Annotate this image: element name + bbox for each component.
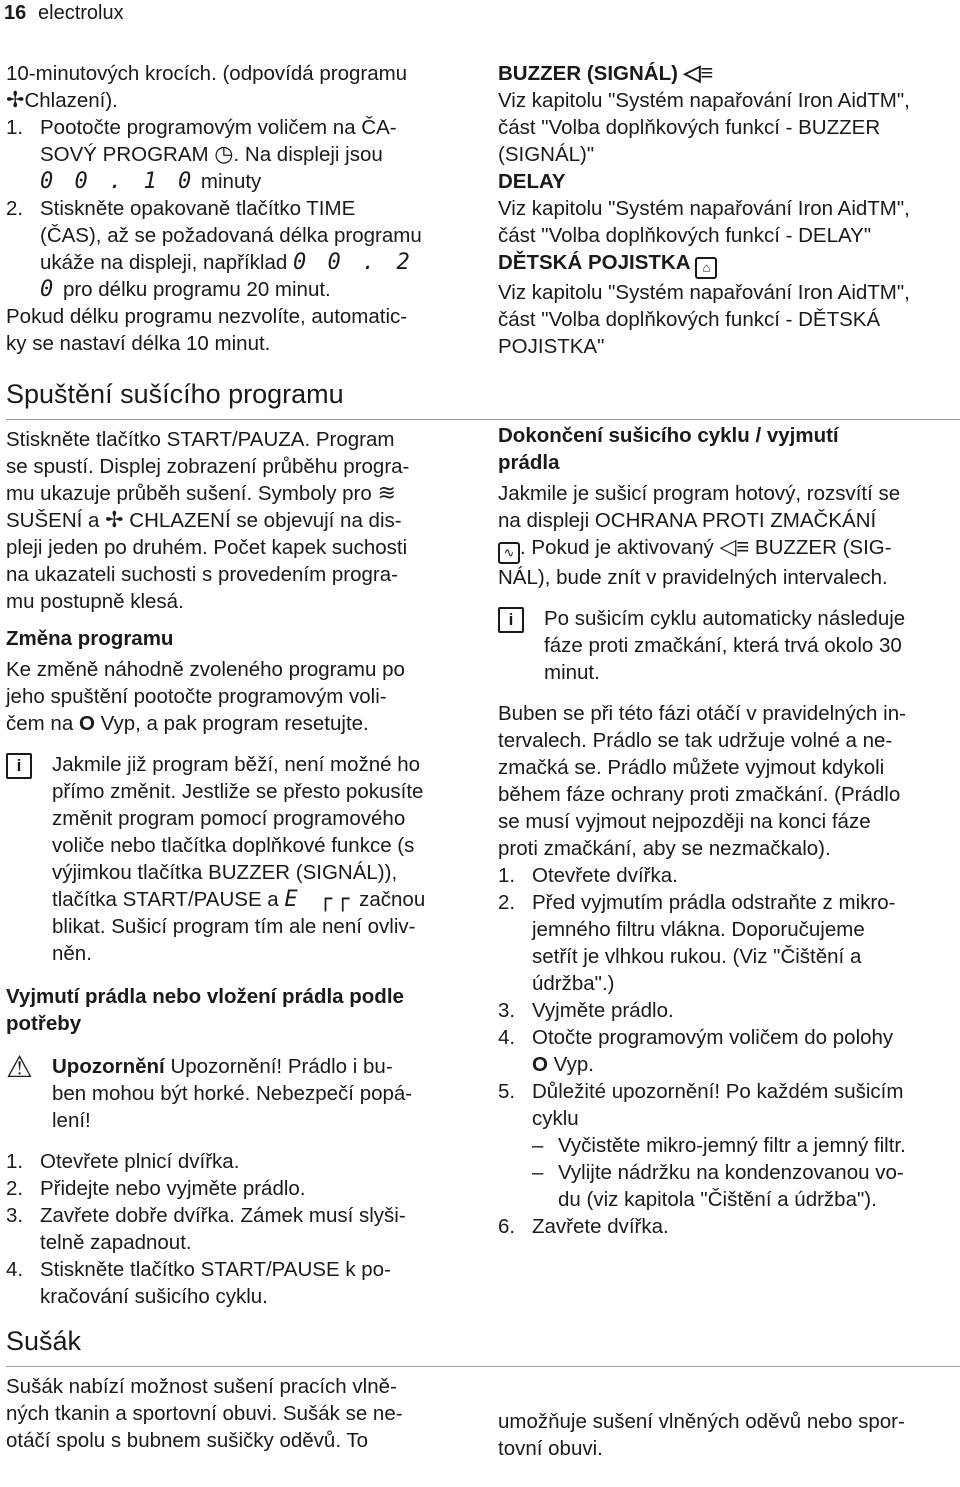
subheading-change-program: Změna programu [6, 627, 174, 650]
step-number: 3. [6, 1204, 24, 1227]
step-text: Otevřete plnicí dvířka. [40, 1150, 240, 1173]
paragraph: (SIGNÁL)" [498, 143, 595, 166]
list-item [6, 1175, 466, 1202]
step-1 [6, 114, 466, 195]
note-text: výjimkou tlačítka BUZZER (SIGNÁL)), [52, 861, 398, 884]
paragraph: proti zmačkání, aby se nezmačkalo). [498, 837, 831, 860]
step-text: (ČAS), až se požadovaná délka programu [40, 224, 422, 247]
list-item [498, 1024, 958, 1078]
note-text: začnou [359, 888, 426, 911]
anti-crease-icon: ∿ [498, 542, 520, 564]
paragraph: BUZZER (SIG- [754, 536, 892, 559]
list-item [6, 1202, 466, 1256]
step-text: kračování sušicího cyklu. [40, 1285, 268, 1308]
display-readout: 0 0 . 2 [293, 250, 414, 275]
subheading-remove-laundry: Vyjmutí prádla nebo vložení prádla podle [6, 985, 404, 1008]
intro-line: Chlazení). [24, 89, 118, 112]
list-item [498, 1078, 958, 1132]
note-text: fáze proti zmačkání, která trvá okolo 30 [544, 634, 902, 657]
list-item [6, 1256, 466, 1310]
paragraph: část "Volba doplňkových funkcí - DĚTSKÁ [498, 308, 881, 331]
clock-icon: ◷ [214, 141, 234, 166]
warning-note [6, 1053, 466, 1134]
paragraph: Sušák nabízí možnost sušení pracích vlně- [6, 1375, 397, 1398]
note-text: přímo změnit. Jestliže se přesto pokusíte [52, 780, 424, 803]
paragraph: POJISTKA" [498, 335, 605, 358]
list-item [498, 1213, 958, 1240]
step-text: Vyčistěte mikro-jemný filtr a jemný filtr. [558, 1134, 906, 1157]
paragraph: Viz kapitolu "Systém napařování Iron AidTM", [498, 281, 910, 304]
paragraph: se musí vyjmout nejpozději na konci fáze [498, 810, 871, 833]
paragraph: Buben se při této fázi otáčí v pravidelných in- [498, 702, 906, 725]
dash-bullet: – [532, 1161, 544, 1184]
step-text: Vylijte nádržku na kondenzovanou vo- [558, 1161, 904, 1184]
step-text: minuty [200, 170, 262, 193]
step-text: telně zapadnout. [40, 1231, 192, 1254]
paragraph: tovní obuvi. [498, 1437, 603, 1460]
dash-item [498, 1132, 958, 1159]
paragraph: mu postupně klesá. [6, 590, 184, 613]
drying-icon: ≋ [377, 480, 396, 505]
step-text: Stiskněte opakovaně tlačítko TIME [40, 197, 356, 220]
note-text: voliče nebo tlačítka doplňkové funkce (s [52, 834, 415, 857]
paragraph: Stiskněte tlačítko START/PAUZA. Program [6, 428, 395, 451]
paragraph: během fáze ochrany proti zmačkání. (Prádlo [498, 783, 901, 806]
paragraph: mu ukazuje průběh sušení. Symboly pro [6, 482, 372, 505]
subheading-delay: DELAY [498, 170, 566, 193]
off-position: O [532, 1053, 548, 1076]
note-text: Jakmile již program běží, není možné ho [52, 753, 421, 776]
paragraph: ky se nastaví délka 10 minut. [6, 332, 271, 355]
warning-icon: ⚠ [6, 1051, 33, 1084]
step-number: 2. [498, 891, 516, 914]
list-item [498, 997, 958, 1024]
paragraph: tervalech. Prádlo se tak udržuje volné a ne- [498, 729, 893, 752]
subheading-end-cycle: prádla [498, 451, 560, 474]
paragraph: na displeji OCHRANA PROTI ZMAČKÁNÍ [498, 509, 877, 532]
paragraph: NÁL), bude znít v pravidelných intervalech. [498, 566, 888, 589]
paragraph: CHLAZENÍ se objevují na dis- [129, 509, 402, 532]
fan-icon: ✢ [105, 507, 124, 532]
section-heading-rack: Sušák [6, 1324, 960, 1367]
note-text: minut. [544, 661, 600, 684]
left-column [6, 60, 466, 1454]
step-text: Před vyjmutím prádla odstraňte z mikro- [532, 891, 896, 914]
step-text: ukáže na displeji, například [40, 251, 288, 274]
paragraph: umožňuje sušení vlněných oděvů nebo spor- [498, 1410, 905, 1433]
step-text: údržba".) [532, 972, 615, 995]
step-number: 5. [498, 1080, 516, 1103]
step-text: cyklu [532, 1107, 579, 1130]
step-text: setřít je vlhkou rukou. (Viz "Čištění a [532, 945, 862, 968]
warning-title: Upozornění [52, 1055, 165, 1078]
off-position: O [78, 712, 95, 735]
paragraph: část "Volba doplňkových funkcí - DELAY" [498, 224, 872, 247]
dash-item [498, 1159, 958, 1213]
step-text: pro délku programu 20 minut. [62, 278, 331, 301]
paragraph: zmačká se. Prádlo můžete vyjmout kdykoli [498, 756, 885, 779]
paragraph: Vyp, a pak program resetujte. [100, 712, 369, 735]
paragraph: Pokud délku programu nezvolíte, automatic- [6, 305, 408, 328]
step-text: Důležité upozornění! Po každém sušicím [532, 1080, 904, 1103]
step-number: 1. [6, 116, 24, 139]
step-text: du (viz kapitola "Čištění a údržba"). [558, 1188, 877, 1211]
info-note [498, 605, 958, 686]
warning-text: lení! [52, 1109, 91, 1132]
step-text: Zavřete dvířka. [532, 1215, 669, 1238]
note-text: tlačítka START/PAUSE a [52, 888, 279, 911]
note-text: blikat. Sušicí program tím ale není ovliv- [52, 915, 416, 938]
step-text: Stiskněte tlačítko START/PAUSE k po- [40, 1258, 391, 1281]
page-header [0, 0, 960, 28]
intro-line: 10-minutových krocích. (odpovídá programu [6, 62, 408, 85]
note-text: změnit program pomocí programového [52, 807, 406, 830]
list-item [6, 1148, 466, 1175]
paragraph: Ke změně náhodně zvoleného programu po [6, 658, 405, 681]
brand-name: electrolux [38, 2, 124, 24]
step-text: Zavřete dobře dvířka. Zámek musí slyši- [40, 1204, 406, 1227]
paragraph: . Pokud je aktivovaný [520, 536, 714, 559]
buzzer-icon: ◁≡ [683, 60, 714, 85]
paragraph: Viz kapitolu "Systém napařování Iron AidTM", [498, 89, 910, 112]
section-heading-start: Spuštění sušícího programu [6, 377, 960, 420]
step-text: . Na displeji jsou [233, 143, 383, 166]
subheading-end-cycle: Dokončení sušicího cyklu / vyjmutí [498, 424, 839, 447]
step-number: 3. [498, 999, 516, 1022]
paragraph: otáčí spolu s bubnem sušičky oděvů. To [6, 1429, 368, 1452]
step-text: Otevřete dvířka. [532, 864, 678, 887]
dash-bullet: – [532, 1134, 544, 1157]
step-number: 1. [498, 864, 516, 887]
paragraph: čem na [6, 712, 74, 735]
step-text: Pootočte programovým voličem na ČA- [40, 116, 397, 139]
step-text: Přidejte nebo vyjměte prádlo. [40, 1177, 306, 1200]
step-number: 4. [6, 1258, 24, 1281]
subheading-remove-laundry: potřeby [6, 1012, 82, 1035]
right-column [498, 60, 958, 1460]
display-readout: 0 [40, 277, 58, 302]
fan-icon: ✢ [6, 87, 25, 112]
paragraph: SUŠENÍ a [6, 509, 100, 532]
paragraph: se spustí. Displej zobrazení průběhu progra- [6, 455, 410, 478]
step-text: Vyp. [553, 1053, 594, 1076]
step-2 [6, 195, 466, 303]
list-item [498, 862, 958, 889]
step-number: 1. [6, 1150, 24, 1173]
step-number: 2. [6, 1177, 24, 1200]
display-segment-icon: E ┌┌ [284, 887, 354, 912]
subheading-buzzer: BUZZER (SIGNÁL) [498, 62, 678, 85]
info-icon: i [6, 753, 32, 779]
page-number: 16 [4, 2, 27, 24]
step-text: Otočte programovým voličem do polohy [532, 1026, 894, 1049]
lock-icon: ⌂ [695, 257, 717, 279]
info-icon: i [498, 607, 524, 633]
paragraph: pleji jeden po druhém. Počet kapek suchosti [6, 536, 408, 559]
paragraph: ných tkanin a sportovní obuvi. Sušák se ne- [6, 1402, 403, 1425]
step-number: 6. [498, 1215, 516, 1238]
warning-text: ben mohou být horké. Nebezpečí popá- [52, 1082, 413, 1105]
buzzer-icon: ◁≡ [719, 534, 750, 559]
paragraph: Jakmile je sušicí program hotový, rozsvítí se [498, 482, 901, 505]
paragraph: na ukazateli suchosti s provedením progra- [6, 563, 398, 586]
step-text: Vyjměte prádlo. [532, 999, 674, 1022]
note-text: něn. [52, 942, 92, 965]
paragraph: Viz kapitolu "Systém napařování Iron AidTM", [498, 197, 910, 220]
paragraph: část "Volba doplňkových funkcí - BUZZER [498, 116, 881, 139]
list-item [498, 889, 958, 997]
step-text: jemného filtru vlákna. Doporučujeme [532, 918, 865, 941]
step-text: SOVÝ PROGRAM [40, 143, 209, 166]
step-number: 2. [6, 197, 24, 220]
subheading-child-lock: DĚTSKÁ POJISTKA [498, 251, 690, 274]
paragraph: jeho spuštění pootočte programovým voli- [6, 685, 387, 708]
warning-text: Upozornění! Prádlo i bu- [170, 1055, 393, 1078]
info-note [6, 751, 466, 967]
display-readout: 0 0 . 1 0 [40, 169, 196, 194]
step-number: 4. [498, 1026, 516, 1049]
note-text: Po sušicím cyklu automaticky následuje [544, 607, 906, 630]
